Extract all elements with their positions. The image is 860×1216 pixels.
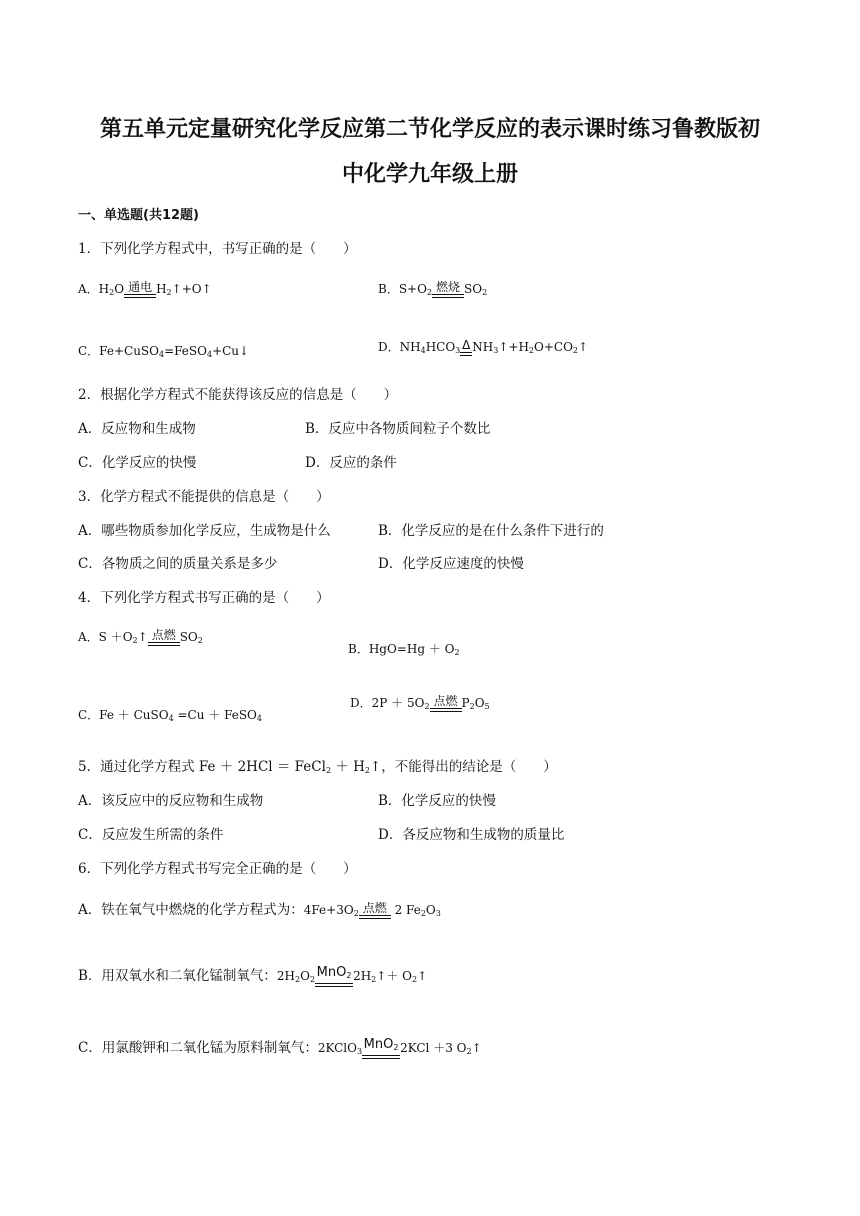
q6-option-c[interactable]: C．用氯酸钾和二氧化锰为原料制氧气：2KClO$_3$ MnO$_2$ 2KCl ＋3 $O_2↑$: [78, 1036, 482, 1059]
q5-option-d[interactable]: D．各反应物和生成物的质量比: [378, 827, 565, 843]
q4-option-d[interactable]: D．$2P + 5O_2$ 点燃 $P_2O_5$: [350, 694, 490, 711]
q5-option-c[interactable]: C．反应发生所需的条件: [78, 827, 224, 843]
section-heading: 一、单选题(共12题): [78, 208, 199, 223]
q1-option-d[interactable]: D．$NH_4HCO_3$ Δ $NH_3↑+H_2O+CO_2↑$: [378, 338, 589, 355]
q3-option-b[interactable]: B．化学反应的是在什么条件下进行的: [378, 523, 604, 539]
question-4: 4．下列化学方程式书写正确的是（ ）: [78, 590, 330, 606]
q6-option-a[interactable]: A．铁在氧气中燃烧的化学方程式为：$4Fe+3O_2$ 点燃 2 $Fe_2O_3$: [78, 901, 441, 918]
page-title-line2: 中化学九年级上册: [341, 162, 518, 187]
question-6: 6．下列化学方程式书写完全正确的是（ ）: [78, 861, 357, 877]
q3-option-d[interactable]: D．化学反应速度的快慢: [378, 556, 524, 572]
q5-option-b[interactable]: B．化学反应的快慢: [378, 793, 496, 809]
q3-option-c[interactable]: C．各物质之间的质量关系是多少: [78, 556, 278, 572]
q2-option-d[interactable]: D．反应的条件: [305, 455, 397, 471]
q3-option-a[interactable]: A．哪些物质参加化学反应，生成物是什么: [78, 523, 331, 539]
question-5: 5．通过化学方程式 Fe ＋ 2HCl ＝ FeCl$_2$ ＋ $H_2↑$，不能得出的结论是（ ）: [78, 759, 557, 775]
q2-option-b[interactable]: B．反应中各物质间粒子个数比: [305, 421, 491, 437]
question-3: 3．化学方程式不能提供的信息是（ ）: [78, 489, 330, 505]
page-title: 第五单元定量研究化学反应第二节化学反应的表示课时练习鲁教版初: [99, 117, 760, 142]
question-2: 2．根据化学方程式不能获得该反应的信息是（ ）: [78, 387, 398, 403]
q1-option-b[interactable]: B．$S+O_2$ 燃烧 $SO_2$: [378, 280, 488, 297]
question-1: 1．下列化学方程式中，书写正确的是（ ）: [78, 241, 357, 257]
q4-option-a[interactable]: A．$S +O_2↑$ 点燃 $SO_2$: [78, 628, 203, 645]
q2-option-c[interactable]: C．化学反应的快慢: [78, 455, 197, 471]
q6-option-b[interactable]: B．用双氧水和二氧化锰制氧气：$2H_2O_2$ MnO$_2$ $2H_2↑+$ $O_2↑$: [78, 964, 427, 987]
q1-option-a[interactable]: A．$H_2O$ 通电 $H_2↑+O↑$: [78, 280, 212, 297]
q4-option-b[interactable]: B．$HgO=Hg + O_2$: [348, 642, 460, 657]
q5-option-a[interactable]: A．该反应中的反应物和生成物: [78, 793, 264, 809]
q4-option-c[interactable]: C．Fe ＋ CuSO$_4$ =Cu ＋ FeSO$_4$: [78, 708, 262, 723]
q2-option-a[interactable]: A．反应物和生成物: [78, 421, 196, 437]
q1-option-c[interactable]: C．Fe+CuSO$_4$=FeSO$_4$+Cu↓: [78, 344, 250, 359]
